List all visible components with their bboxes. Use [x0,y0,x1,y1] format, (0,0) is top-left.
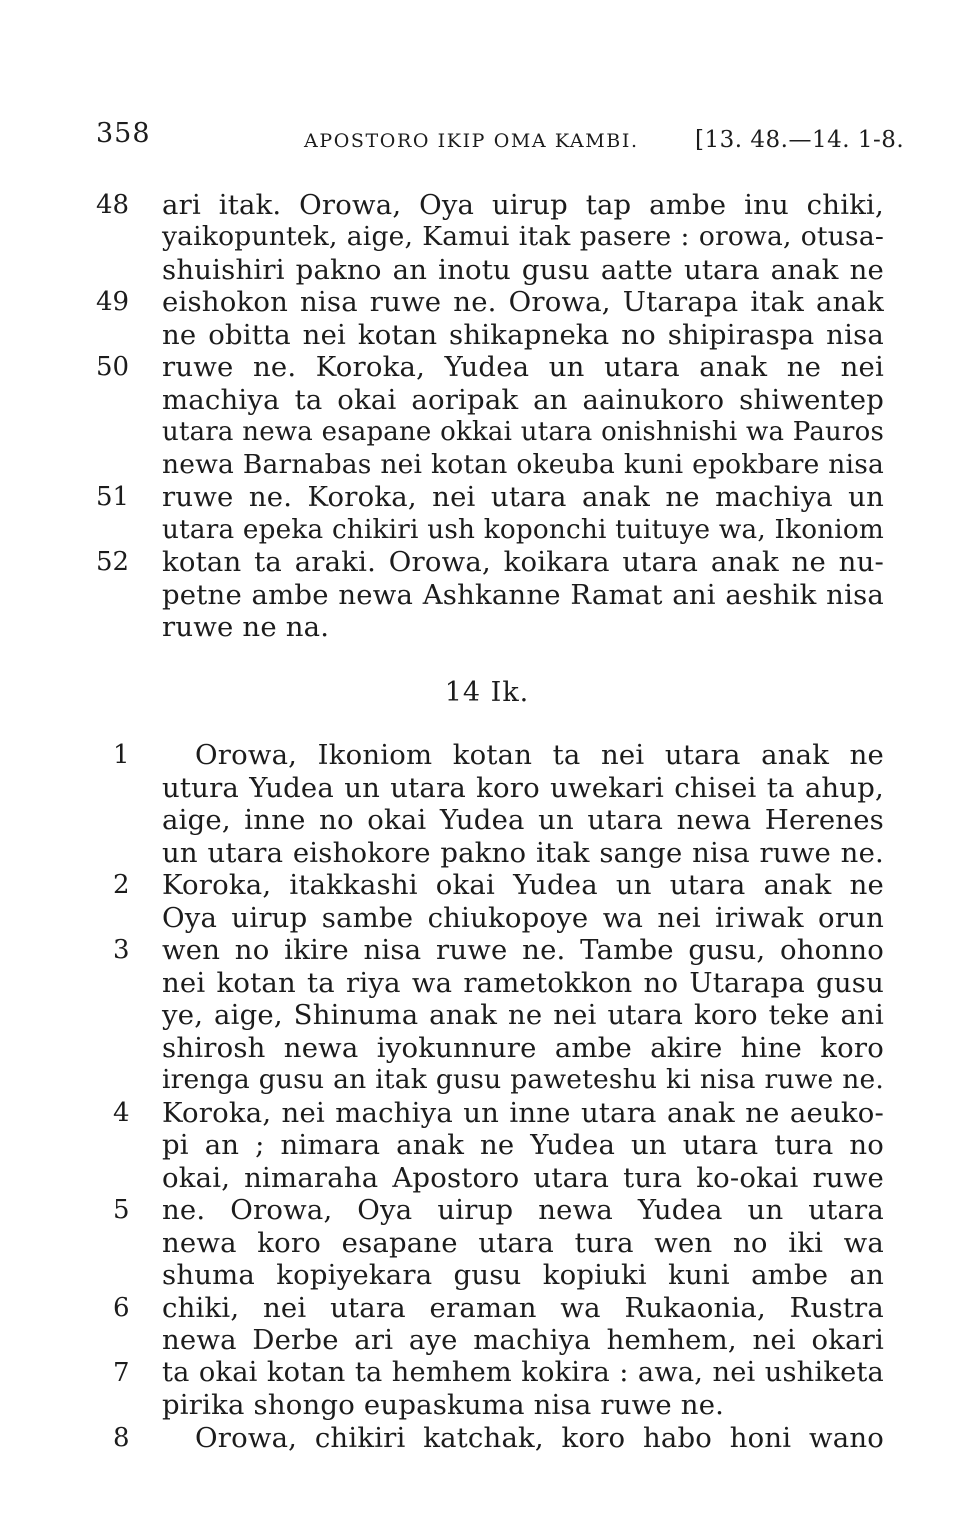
text-line: shuma kopiyekara gusu kopiuki kuni ambe an [162,1259,884,1291]
text-line: kotan ta araki. Orowa, koikara utara anak ne nu- [162,546,884,578]
page-number: 358 [96,118,151,149]
verse-number: 5 [113,1195,130,1225]
text-line: newa Barnabas nei kotan okeuba kuni epokbare nisa [162,449,884,480]
text-line: shuishiri pakno an inotu gusu aatte utara anak ne [162,254,884,286]
text-line: nei kotan ta riya wa rametokkon no Utarapa gusu [162,967,884,999]
text-line: Orowa, chikiri katchak, koro habo honi wano [195,1422,884,1454]
text-line: ruwe ne. Koroka, Yudea un utara anak ne nei [162,351,884,383]
chapter-heading: 14 Ik. [444,677,530,708]
text-line: wen no ikire nisa ruwe ne. Tambe gusu, ohonno [162,934,884,966]
text-line: ruwe ne na. [162,611,330,643]
text-line: newa koro esapane utara tura wen no iki wa [162,1227,884,1259]
text-line: un utara eishokore pakno itak sange nisa ruwe ne. [162,837,884,869]
text-line: machiya ta okai aoripak an aainukoro shiwentep [162,384,884,416]
verse-number: 2 [113,870,130,900]
verse-number: 3 [113,935,130,965]
text-line: pirika shongo eupaskuma nisa ruwe ne. [162,1389,725,1421]
text-line: utara newa esapane okkai utara onishnishi wa Pauros [162,417,884,447]
text-line: ta okai kotan ta hemhem kokira : awa, nei ushiketa [162,1357,884,1388]
verse-number: 49 [96,287,130,317]
text-line: shirosh newa iyokunnure ambe akire hine koro [162,1032,884,1064]
text-line: pi an ; nimara anak ne Yudea un utara tura no [162,1129,884,1161]
text-line: ye, aige, Shinuma anak ne nei utara koro teke ani [162,999,884,1031]
verse-number: 7 [113,1358,130,1388]
text-line: yaikopuntek, aige, Kamui itak pasere : orowa, otusa- [162,221,884,252]
text-line: chiki, nei utara eraman wa Rukaonia, Rustra [162,1292,884,1324]
running-title: APOSTORO IKIP OMA KAMBI. [304,130,639,152]
verse-number: 4 [113,1098,130,1128]
text-line: ruwe ne. Koroka, nei utara anak ne machiya un [162,481,884,513]
verse-reference: [13. 48.—14. 1-8. [695,127,905,153]
text-line: Oya uirup sambe chiukopoye wa nei iriwak orun [162,902,884,934]
text-line: ari itak. Orowa, Oya uirup tap ambe inu chiki, [162,189,884,221]
text-line: newa Derbe ari aye machiya hemhem, nei okari [162,1324,884,1356]
text-line: aige, inne no okai Yudea un utara newa Herenes [162,804,884,836]
text-line: ne obitta nei kotan shikapneka no shipiraspa nisa [162,319,884,351]
text-line: utara epeka chikiri ush koponchi tuituye wa, Ikoniom [162,515,884,545]
verse-number: 1 [113,740,130,770]
text-line: Koroka, nei machiya un inne utara anak ne aeuko- [162,1097,884,1129]
text-line: eishokon nisa ruwe ne. Orowa, Utarapa itak anak [162,286,884,318]
text-line: okai, nimaraha Apostoro utara tura ko-okai ruwe [162,1162,884,1194]
text-line: irenga gusu an itak gusu paweteshu ki nisa ruwe ne. [162,1064,884,1095]
verse-number: 8 [113,1423,130,1453]
verse-number: 52 [96,547,130,577]
verse-number: 6 [113,1293,130,1323]
text-line: utura Yudea un utara koro uwekari chisei ta ahup, [162,772,884,804]
text-line: Orowa, Ikoniom kotan ta nei utara anak ne [195,739,884,771]
text-line: petne ambe newa Ashkanne Ramat ani aeshik nisa [162,579,884,611]
text-line: ne. Orowa, Oya uirup newa Yudea un utara [162,1194,884,1226]
verse-number: 50 [96,352,130,382]
text-line: Koroka, itakkashi okai Yudea un utara anak ne [162,869,884,901]
verse-number: 48 [96,190,130,220]
verse-number: 51 [96,482,130,512]
